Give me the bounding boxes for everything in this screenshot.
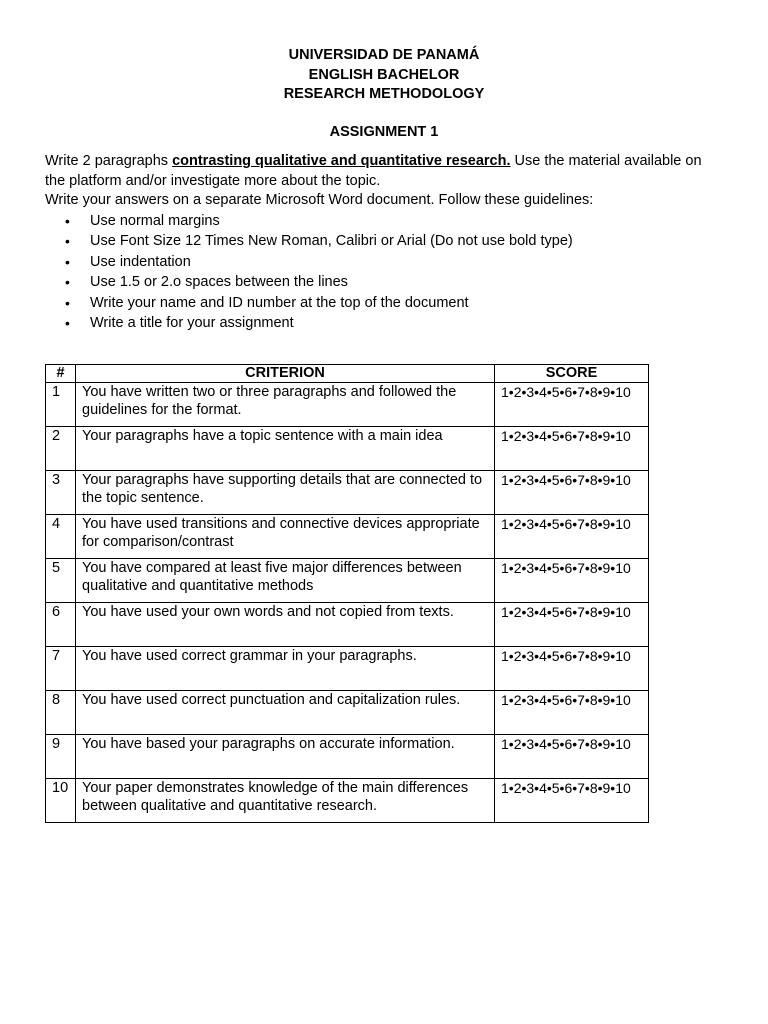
row-criterion: You have based your paragraphs on accurate information. [76, 735, 495, 779]
guideline-text: Use indentation [90, 253, 191, 270]
row-score: 1•2•3•4•5•6•7•8•9•10 [495, 427, 649, 471]
table-row [46, 779, 649, 823]
row-criterion: Your paper demonstrates knowledge of the main differences between qualitative and quantitative research. [76, 779, 495, 823]
guideline-item [45, 272, 725, 293]
table-row [46, 383, 649, 427]
row-score: 1•2•3•4•5•6•7•8•9•10 [495, 735, 649, 779]
rubric-table [45, 364, 649, 823]
row-criterion: You have used correct grammar in your paragraphs. [76, 647, 495, 691]
assignment-title: ASSIGNMENT 1 [329, 123, 439, 140]
table-row [46, 559, 649, 603]
document-header [0, 46, 768, 142]
row-score: 1•2•3•4•5•6•7•8•9•10 [495, 383, 649, 427]
guidelines-list [45, 211, 725, 334]
row-criterion: You have compared at least five major differences between qualitative and quantitative methods [76, 559, 495, 603]
guideline-text: Use Font Size 12 Times New Roman, Calibri or Arial (Do not use bold type) [90, 233, 573, 249]
row-criterion: You have used transitions and connective devices appropriate for comparison/contrast [76, 515, 495, 559]
course-name: RESEARCH METHODOLOGY [283, 86, 485, 102]
row-score: 1•2•3•4•5•6•7•8•9•10 [495, 471, 649, 515]
row-score: 1•2•3•4•5•6•7•8•9•10 [495, 647, 649, 691]
guideline-item [45, 231, 725, 252]
table-row [46, 691, 649, 735]
row-score: 1•2•3•4•5•6•7•8•9•10 [495, 603, 649, 647]
row-score: 1•2•3•4•5•6•7•8•9•10 [495, 779, 649, 823]
table-row [46, 427, 649, 471]
row-num: 3 [46, 471, 76, 515]
guideline-item [45, 211, 725, 232]
guideline-text: Write your name and ID number at the top of the document [90, 294, 469, 311]
header-num: # [46, 365, 76, 383]
row-num: 2 [46, 427, 76, 471]
table-row [46, 735, 649, 779]
row-num: 8 [46, 691, 76, 735]
program-name: ENGLISH BACHELOR [308, 66, 460, 83]
table-row [46, 603, 649, 647]
instructions-p1-end: Use the material available on the platform and/or investigate more about the topic. [45, 153, 702, 189]
row-score: 1•2•3•4•5•6•7•8•9•10 [495, 559, 649, 603]
row-criterion: Your paragraphs have a topic sentence with a main idea [76, 427, 495, 471]
table-row [46, 647, 649, 691]
instructions-p1-emphasis: contrasting qualitative and quantitative research. [172, 153, 511, 169]
header-criterion: CRITERION [76, 365, 495, 383]
rubric-header-row [46, 365, 649, 383]
instructions [45, 152, 725, 334]
guideline-text: Write a title for your assignment [90, 315, 294, 331]
row-num: 4 [46, 515, 76, 559]
bullet-icon: • [65, 294, 70, 311]
row-criterion: You have used your own words and not copied from texts. [76, 603, 495, 647]
guideline-text: Use 1.5 or 2.o spaces between the lines [90, 274, 348, 290]
row-num: 5 [46, 559, 76, 603]
guideline-item [45, 252, 725, 273]
row-criterion: Your paragraphs have supporting details that are connected to the topic sentence. [76, 471, 495, 515]
instructions-paragraph-1 [45, 152, 725, 191]
row-num: 7 [46, 647, 76, 691]
row-criterion: You have written two or three paragraphs and followed the guidelines for the format. [76, 383, 495, 427]
row-num: 6 [46, 603, 76, 647]
bullet-icon: • [65, 212, 70, 229]
table-row [46, 515, 649, 559]
guideline-item [45, 313, 725, 334]
row-score: 1•2•3•4•5•6•7•8•9•10 [495, 515, 649, 559]
instructions-p1-start: Write 2 paragraphs [45, 153, 173, 169]
row-num: 9 [46, 735, 76, 779]
bullet-icon: • [65, 274, 70, 290]
row-num: 1 [46, 383, 76, 427]
university-name: UNIVERSIDAD DE PANAMÁ [288, 47, 480, 63]
row-score: 1•2•3•4•5•6•7•8•9•10 [495, 691, 649, 735]
bullet-icon: • [65, 315, 70, 331]
row-criterion: You have used correct punctuation and capitalization rules. [76, 691, 495, 735]
instructions-paragraph-2: Write your answers on a separate Microsoft Word document. Follow these guidelines: [45, 192, 594, 208]
guideline-item [45, 293, 725, 314]
header-score: SCORE [495, 365, 649, 383]
guideline-text: Use normal margins [90, 212, 220, 229]
bullet-icon: • [65, 233, 70, 249]
table-row [46, 471, 649, 515]
row-num: 10 [46, 779, 76, 823]
bullet-icon: • [65, 253, 70, 270]
